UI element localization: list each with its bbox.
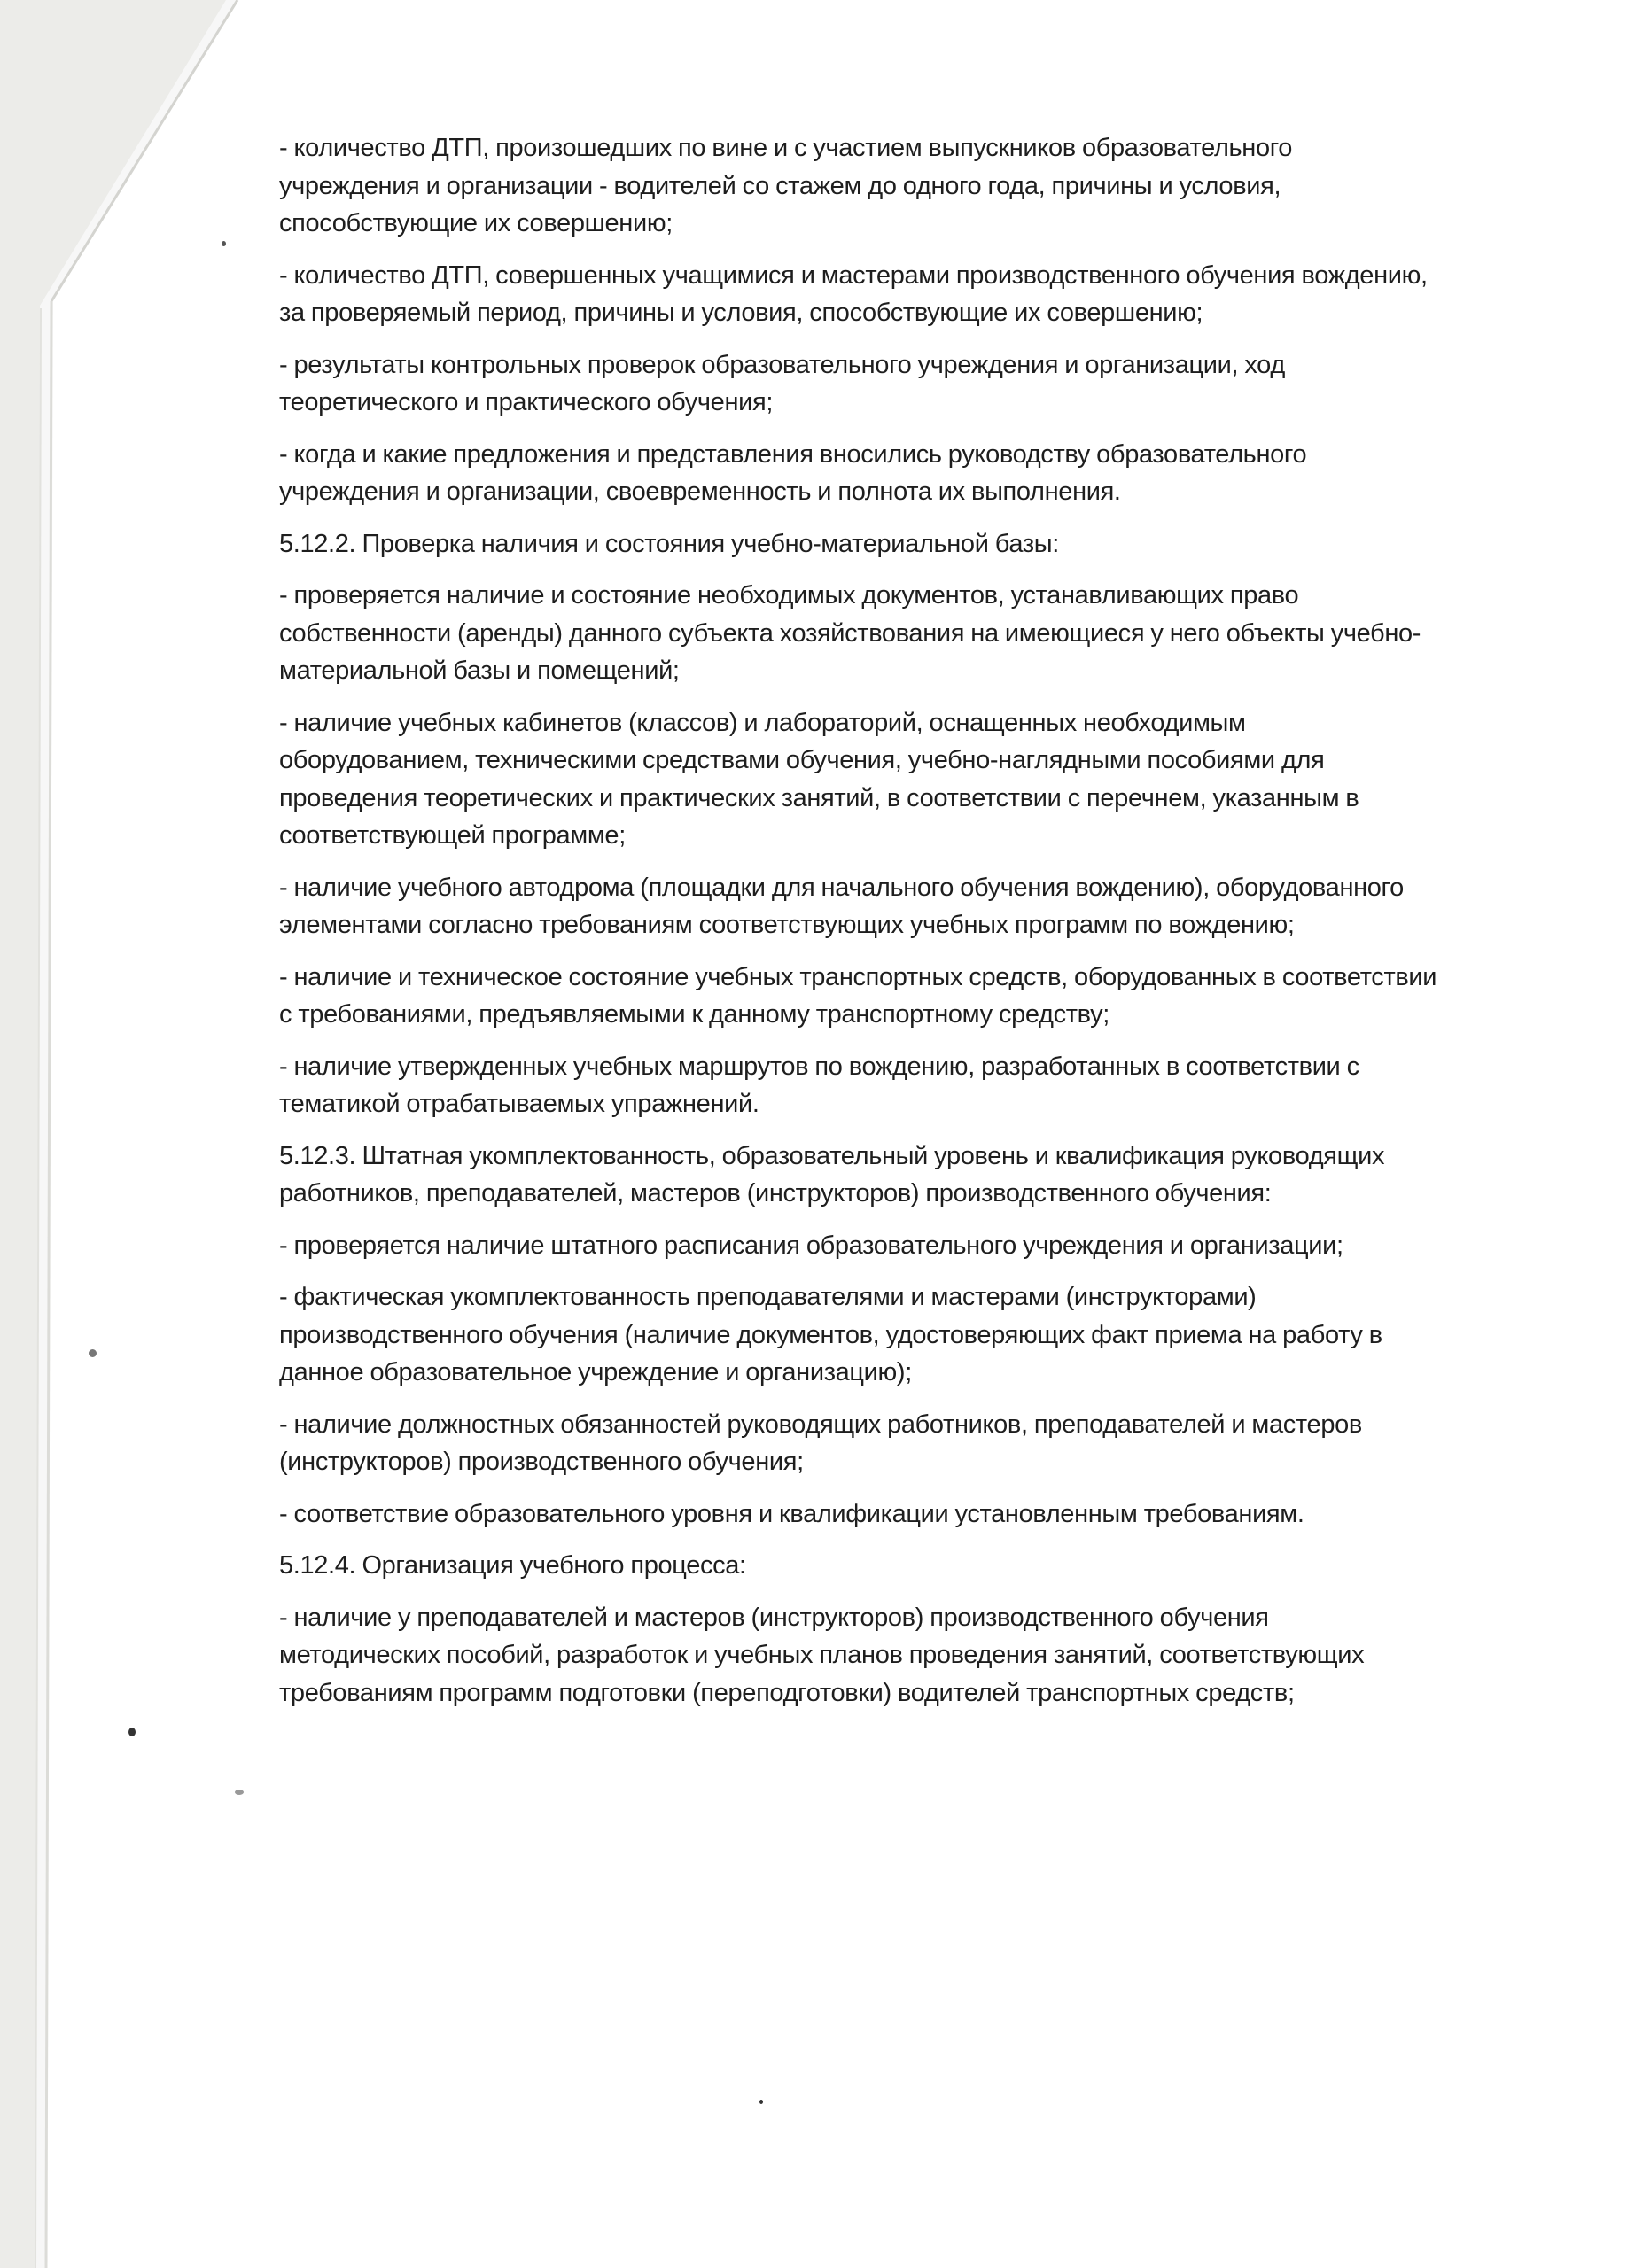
text-line: - наличие учебного автодрома (площадки для начального обучения вождению), оборудованного: [279, 873, 1404, 902]
list-item: [279, 959, 1555, 1034]
list-item: [279, 1599, 1555, 1713]
text-line: соответствующей программе;: [279, 821, 626, 850]
text-line: методических пособий, разработок и учебных планов проведения занятий, соответствующих: [279, 1641, 1365, 1669]
scan-speck: [759, 2100, 763, 2104]
list-item: [279, 1227, 1555, 1265]
text-line: данное образовательное учреждение и организацию);: [279, 1358, 912, 1386]
list-item: [279, 577, 1555, 690]
list-item: [279, 869, 1555, 944]
text-line: - фактическая укомплектованность преподавателями и мастерами (инструкторами): [279, 1283, 1257, 1311]
list-item: [279, 1278, 1555, 1392]
text-line: тематикой отрабатываемых упражнений.: [279, 1090, 759, 1118]
text-line: 5.12.4. Организация учебного процесса:: [279, 1551, 746, 1580]
list-item: [279, 1495, 1555, 1534]
text-line: способствующие их совершению;: [279, 209, 673, 237]
text-line: оборудованием, техническими средствами обучения, учебно-наглядными пособиями для: [279, 746, 1325, 774]
scan-speck: [222, 241, 226, 246]
list-item: [279, 1406, 1555, 1481]
text-line: - наличие утвержденных учебных маршрутов по вождению, разработанных в соответствии с: [279, 1052, 1359, 1081]
text-line: - наличие и техническое состояние учебных транспортных средств, оборудованных в соответствии: [279, 962, 1437, 991]
text-line: собственности (аренды) данного субъекта хозяйствования на имеющиеся у него объекты учебно-: [279, 618, 1421, 648]
text-line: с требованиями, предъявляемыми к данному транспортному средству;: [279, 1000, 1109, 1029]
text-line: работников, преподавателей, мастеров (инструкторов) производственного обучения:: [279, 1179, 1272, 1208]
list-item: [279, 1048, 1555, 1123]
text-line: учреждения и организации - водителей со стажем до одного года, причины и условия,: [279, 171, 1281, 200]
scan-speck: [89, 1349, 97, 1357]
text-line: - результаты контрольных проверок образовательного учреждения и организации, ход: [279, 350, 1285, 379]
text-line: - проверяется наличие штатного расписания образовательного учреждения и организации;: [279, 1231, 1343, 1260]
text-line: учреждения и организации, своевременность и полнота их выполнения.: [279, 478, 1121, 506]
list-item: [279, 257, 1555, 332]
text-line: теоретического и практического обучения;: [279, 388, 774, 416]
text-line: за проверяемый период, причины и условия, способствующие их совершению;: [279, 299, 1203, 327]
text-line: - соответствие образовательного уровня и квалификации установленным требованиям.: [279, 1499, 1304, 1528]
text-line: производственного обучения (наличие документов, удостоверяющих факт приема на работу в: [279, 1320, 1382, 1349]
scan-speck: [235, 1790, 244, 1795]
text-line: - количество ДТП, произошедших по вине и с участием выпускников образовательного: [279, 134, 1293, 162]
text-line: - наличие должностных обязанностей руководящих работников, преподавателей и мастеров: [279, 1410, 1362, 1439]
list-item: [279, 704, 1555, 855]
text-line: проведения теоретических и практических занятий, в соответствии с перечнем, указанным в: [279, 783, 1359, 812]
section-heading: [279, 1138, 1555, 1213]
text-line: - проверяется наличие и состояние необходимых документов, устанавливающих право: [279, 581, 1299, 610]
section-heading: [279, 525, 1555, 563]
text-line: элементами согласно требованиям соответствующих учебных программ по вождению;: [279, 911, 1295, 939]
text-line: - количество ДТП, совершенных учащимися и мастерами производственного обучения вождению,: [279, 260, 1428, 290]
list-item: [279, 346, 1555, 422]
text-line: материальной базы и помещений;: [279, 656, 680, 685]
text-line: требованиям программ подготовки (переподготовки) водителей транспортных средств;: [279, 1678, 1295, 1707]
text-line: 5.12.2. Проверка наличия и состояния учебно-материальной базы:: [279, 529, 1059, 558]
document-body: [279, 129, 1555, 1726]
text-line: - наличие учебных кабинетов (классов) и лабораторий, оснащенных необходимым: [279, 708, 1246, 737]
list-item: [279, 129, 1555, 243]
text-line: - когда и какие предложения и представления вносились руководству образовательного: [279, 439, 1307, 469]
scan-speck: [128, 1728, 136, 1736]
text-line: (инструкторов) производственного обучения;: [279, 1448, 804, 1476]
text-line: 5.12.3. Штатная укомплектованность, образовательный уровень и квалификация руководящих: [279, 1141, 1385, 1170]
section-heading: [279, 1547, 1555, 1585]
text-line: - наличие у преподавателей и мастеров (инструкторов) производственного обучения: [279, 1603, 1269, 1632]
list-item: [279, 436, 1555, 511]
